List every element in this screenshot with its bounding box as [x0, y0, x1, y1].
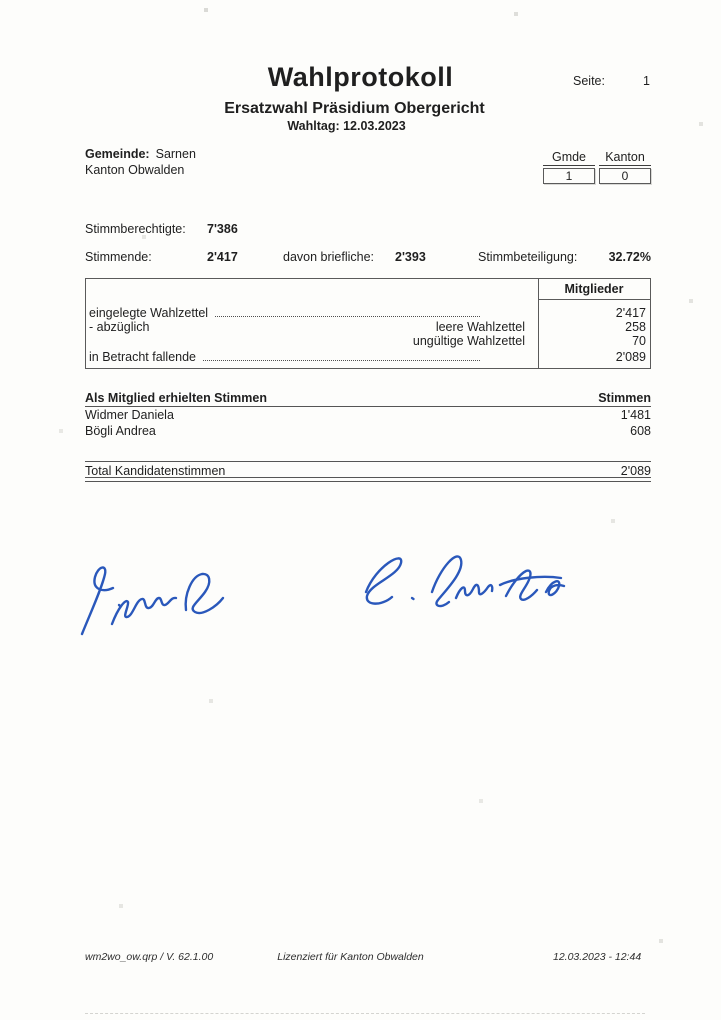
candidates-header-value: Stimmen [598, 391, 651, 405]
election-subtitle: Ersatzwahl Präsidium Obergericht [224, 100, 485, 117]
row-value: 2'089 [615, 350, 646, 364]
row-label: - abzüglich [89, 320, 150, 334]
row-value: 70 [632, 334, 646, 348]
footer-report-version: wm2wo_ow.qrp / V. 62.1.00 [85, 951, 214, 963]
table-row [86, 306, 650, 320]
scan-edge-line [85, 1013, 645, 1014]
stimmberechtigte-label: Stimmberechtigte: [85, 222, 186, 236]
gmde-box-value: 1 [543, 168, 595, 184]
page-number-value: 1 [643, 74, 650, 88]
election-date: Wahltag: 12.03.2023 [287, 119, 406, 133]
candidate-row [85, 408, 651, 423]
gmde-box-label: Gmde [543, 150, 595, 166]
candidate-row [85, 424, 651, 439]
footer-license: Lizenziert für Kanton Obwalden [277, 951, 424, 963]
candidates-table [85, 391, 651, 439]
candidate-name: Bögli Andrea [85, 424, 156, 438]
mitglieder-column-header: Mitglieder [564, 282, 624, 296]
stimmbeteiligung-label: Stimmbeteiligung: [478, 250, 578, 264]
page-number-label: Seite: [573, 74, 605, 88]
page-title: Wahlprotokoll [267, 62, 454, 92]
gmde-count-box [543, 150, 595, 184]
row-label: eingelegte Wahlzettel [89, 306, 209, 320]
scan-noise [0, 0, 2, 2]
signature-stroke [412, 598, 414, 599]
ballot-table [85, 278, 651, 369]
signature-stroke [112, 598, 176, 624]
stimmende-value: 2'417 [207, 250, 238, 264]
signature-right [328, 540, 578, 625]
candidate-votes: 1'481 [620, 408, 651, 422]
municipality-line [85, 147, 196, 161]
row-value: 2'417 [615, 306, 646, 320]
table-row [86, 334, 650, 348]
row-sublabel: ungültige Wahlzettel [412, 334, 525, 348]
gemeinde-value: Sarnen [155, 147, 196, 161]
total-row [85, 461, 651, 478]
gemeinde-label: Gemeinde: [85, 147, 150, 161]
dot-leader [215, 315, 480, 317]
signature-stroke [506, 571, 537, 600]
signature-stroke [82, 568, 113, 634]
candidate-votes: 608 [630, 424, 651, 438]
signature-stroke [456, 585, 492, 598]
candidate-name: Widmer Daniela [85, 408, 174, 422]
briefliche-value: 2'393 [395, 250, 426, 264]
briefliche-label: davon briefliche: [283, 250, 375, 264]
total-double-rule [85, 477, 651, 482]
row-label: in Betracht fallende [89, 350, 197, 364]
stimmberechtigte-value: 7'386 [207, 222, 238, 236]
row-sublabel: leere Wahlzettel [435, 320, 525, 334]
kanton-count-box [599, 150, 651, 184]
dot-leader [203, 359, 480, 361]
total-value: 2'089 [620, 464, 651, 478]
table-row [86, 350, 650, 364]
stimmende-label: Stimmende: [85, 250, 152, 264]
kanton-line: Kanton Obwalden [85, 163, 185, 177]
row-value: 258 [625, 320, 646, 334]
footer-datetime: 12.03.2023 - 12:44 [553, 951, 642, 963]
mitglieder-header-rule [538, 299, 650, 300]
total-label: Total Kandidatenstimmen [85, 464, 226, 478]
table-row [86, 320, 650, 334]
candidates-header-label: Als Mitglied erhielten Stimmen [85, 391, 267, 405]
signature-stroke [366, 558, 401, 603]
signature-stroke [546, 581, 564, 595]
stimmbeteiligung-value: 32.72% [608, 250, 651, 264]
candidates-header [85, 391, 651, 407]
kanton-box-label: Kanton [599, 150, 651, 166]
kanton-box-value: 0 [599, 168, 651, 184]
signature-left [66, 548, 251, 648]
signature-stroke [186, 574, 223, 613]
